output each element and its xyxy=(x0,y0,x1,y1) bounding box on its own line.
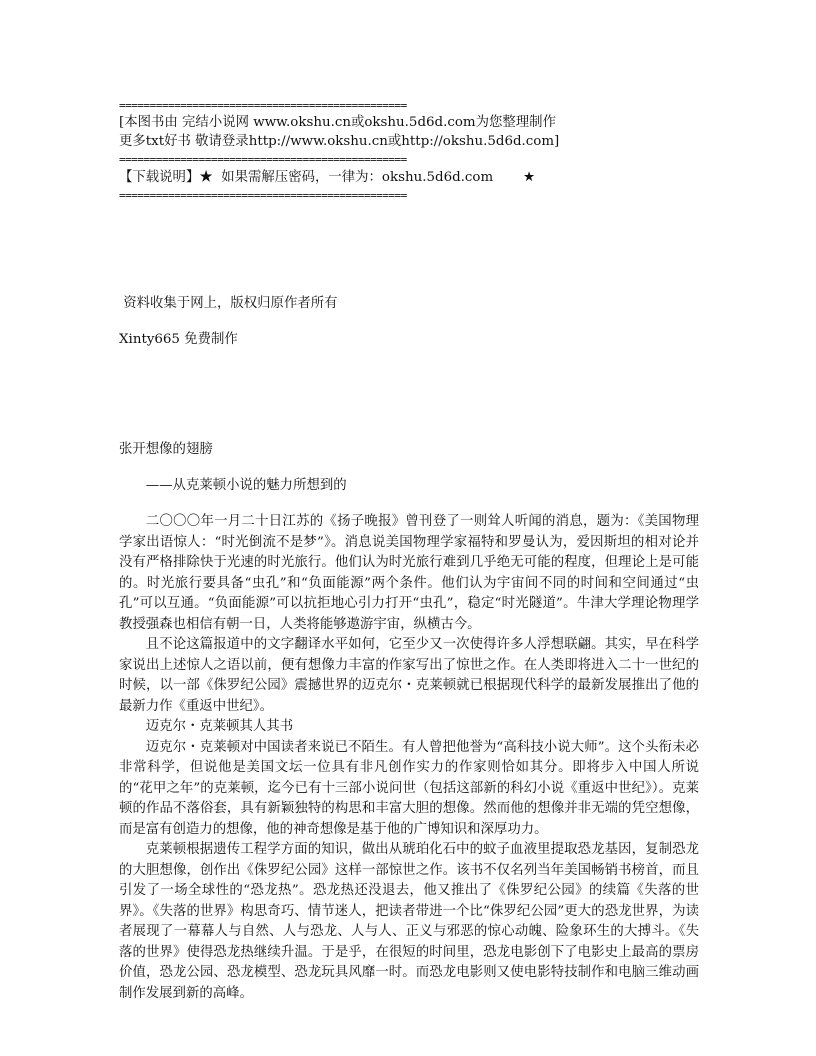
header-line-2: 更多txt好书 敬请登录http://www.okshu.cn或http://okshu.5d6d.com] xyxy=(119,134,560,149)
article-body xyxy=(119,512,699,1004)
separator-line: =============================================== xyxy=(119,153,407,166)
separator-line: =============================================== xyxy=(119,99,407,112)
download-note: 【下载说明】★ 如果需解压密码，一律为：okshu.5d6d.com ★ xyxy=(119,170,535,185)
credits-producer: Xinty665 免费制作 xyxy=(119,332,238,347)
article-subtitle: ——从克莱顿小说的魅力所想到的 xyxy=(119,478,347,493)
paragraph: 二〇〇〇年一月二十日江苏的《扬子晚报》曾刊登了一则耸人听闻的消息，题为：《美国物理学家出语惊人：“时光倒流不是梦”》。消息说美国物理学家福特和罗曼认为，爱因斯坦的相对论并没有严格排除快于光速的时光旅行。他们认为时光旅行难到几乎绝无可能的程度，但理论上是可能的。时光旅行要具备“虫孔”和“负面能源”两个条件。他们认为宇宙间不同的时间和空间通过“虫孔”可以互通。“负面能源”可以抗拒地心引力打开“虫孔”，稳定“时光隧道”。牛津大学理论物理学教授强森也相信有朝一日，人类将能够遨游宇宙，纵横古今。 xyxy=(119,514,699,632)
paragraph: 迈克尔・克莱顿对中国读者来说已不陌生。有人曾把他誉为“高科技小说大师”。这个头衔未必非常科学，但说他是美国文坛一位具有非凡创作实力的作家则恰如其分。即将步入中国人所说的“花甲之年”的克莱顿，迄今已有十三部小说问世（包括这部新的科幻小说《重返中世纪》）。克莱顿的作品不落俗套，具有新颖独特的构思和丰富大胆的想像。然而他的想像并非无端的凭空想像，而是富有创造力的想像，他的神奇想像是基于他的广博知识和深厚功力。 xyxy=(119,739,699,837)
article-title: 张开想像的翅膀 xyxy=(119,442,213,457)
paragraph: 且不论这篇报道中的文字翻译水平如何，它至少又一次使得许多人浮想联翩。其实，早在科学家说出上述惊人之语以前，便有想像力丰富的作家写出了惊世之作。在人类即将进入二十一世纪的时候，以一部《侏罗纪公园》震撼世界的迈克尔・克莱顿就已根据现代科学的最新发展推出了他的最新力作《重返中世纪》。 xyxy=(119,637,699,714)
paragraph: 克莱顿根据遗传工程学方面的知识，做出从琥珀化石中的蚊子血液里提取恐龙基因，复制恐龙的大胆想像，创作出《侏罗纪公园》这样一部惊世之作。该书不仅名列当年美国畅销书榜首，而且引发了一场全球性的“恐龙热”。恐龙热还没退去，他又推出了《侏罗纪公园》的续篇《失落的世界》。《失落的世界》构思奇巧、情节迷人，把读者带进一个比“侏罗纪公园”更大的恐龙世界，为读者展现了一幕幕人与自然、人与恐龙、人与人、正义与邪恶的惊心动魄、险象环生的大搏斗。《失落的世界》使得恐龙热继续升温。于是乎，在很短的时间里，恐龙电影创下了电影史上最高的票房价值，恐龙公园、恐龙模型、恐龙玩具风靡一时。而恐龙电影则又使电影特技制作和电脑三维动画制作发展到新的高峰。 xyxy=(119,842,699,1001)
section-heading: 迈克尔・克莱顿其人其书 xyxy=(145,719,294,734)
separator-line: =============================================== xyxy=(119,189,407,202)
header-line-1: [本图书由 完结小说网 www.okshu.cn或okshu.5d6d.com为您整理制作 xyxy=(119,115,556,130)
credits-collected: 资料收集于网上，版权归原作者所有 xyxy=(119,296,338,311)
